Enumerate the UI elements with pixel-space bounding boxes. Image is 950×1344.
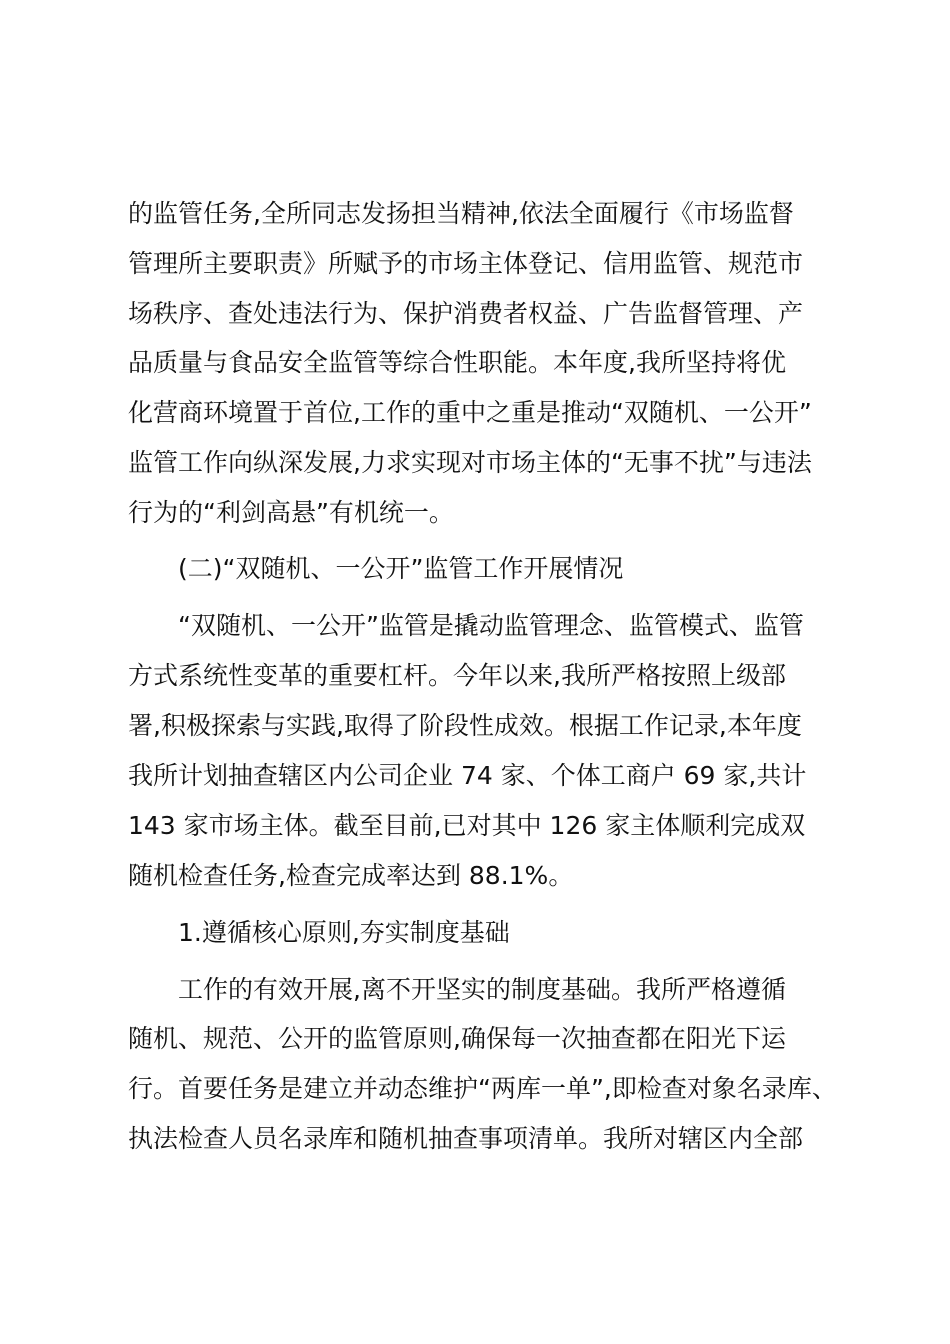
paragraph-line: 我所计划抽查辖区内公司企业 74 家、个体工商户 69 家,共计	[128, 761, 807, 790]
paragraph-line: 随机、规范、公开的监管原则,确保每一次抽查都在阳光下运	[128, 1024, 786, 1053]
paragraph-line: 行。首要任务是建立并动态维护“两库一单”,即检查对象名录库、	[128, 1074, 837, 1103]
section-heading: (二)“双随机、一公开”监管工作开展情况	[178, 554, 624, 583]
paragraph-line: 场秩序、查处违法行为、保护消费者权益、广告监督管理、产	[128, 299, 804, 328]
paragraph-line: 方式系统性变革的重要杠杆。今年以来,我所严格按照上级部	[128, 661, 786, 690]
paragraph-line: 行为的“利剑高悬”有机统一。	[128, 498, 454, 527]
paragraph-line: 署,积极探索与实践,取得了阶段性成效。根据工作记录,本年度	[128, 711, 802, 740]
paragraph-line: 的监管任务,全所同志发扬担当精神,依法全面履行《市场监督	[128, 199, 794, 228]
paragraph-line: 143 家市场主体。截至目前,已对其中 126 家主体顺利完成双	[128, 811, 806, 840]
paragraph-line: 执法检查人员名录库和随机抽查事项清单。我所对辖区内全部	[128, 1124, 804, 1153]
paragraph-line: 管理所主要职责》所赋予的市场主体登记、信用监管、规范市	[128, 249, 804, 278]
paragraph-line: 随机检查任务,检查完成率达到 88.1%。	[128, 861, 574, 890]
subsection-heading: 1.遵循核心原则,夯实制度基础	[178, 918, 510, 947]
paragraph-line: 品质量与食品安全监管等综合性职能。本年度,我所坚持将优	[128, 348, 786, 377]
paragraph-line: “双随机、一公开”监管是撬动监管理念、监管模式、监管	[178, 611, 804, 640]
paragraph-line: 工作的有效开展,离不开坚实的制度基础。我所严格遵循	[178, 975, 786, 1004]
paragraph-line: 监管工作向纵深发展,力求实现对市场主体的“无事不扰”与违法	[128, 448, 812, 477]
paragraph-line: 化营商环境置于首位,工作的重中之重是推动“双随机、一公开”	[128, 398, 812, 427]
